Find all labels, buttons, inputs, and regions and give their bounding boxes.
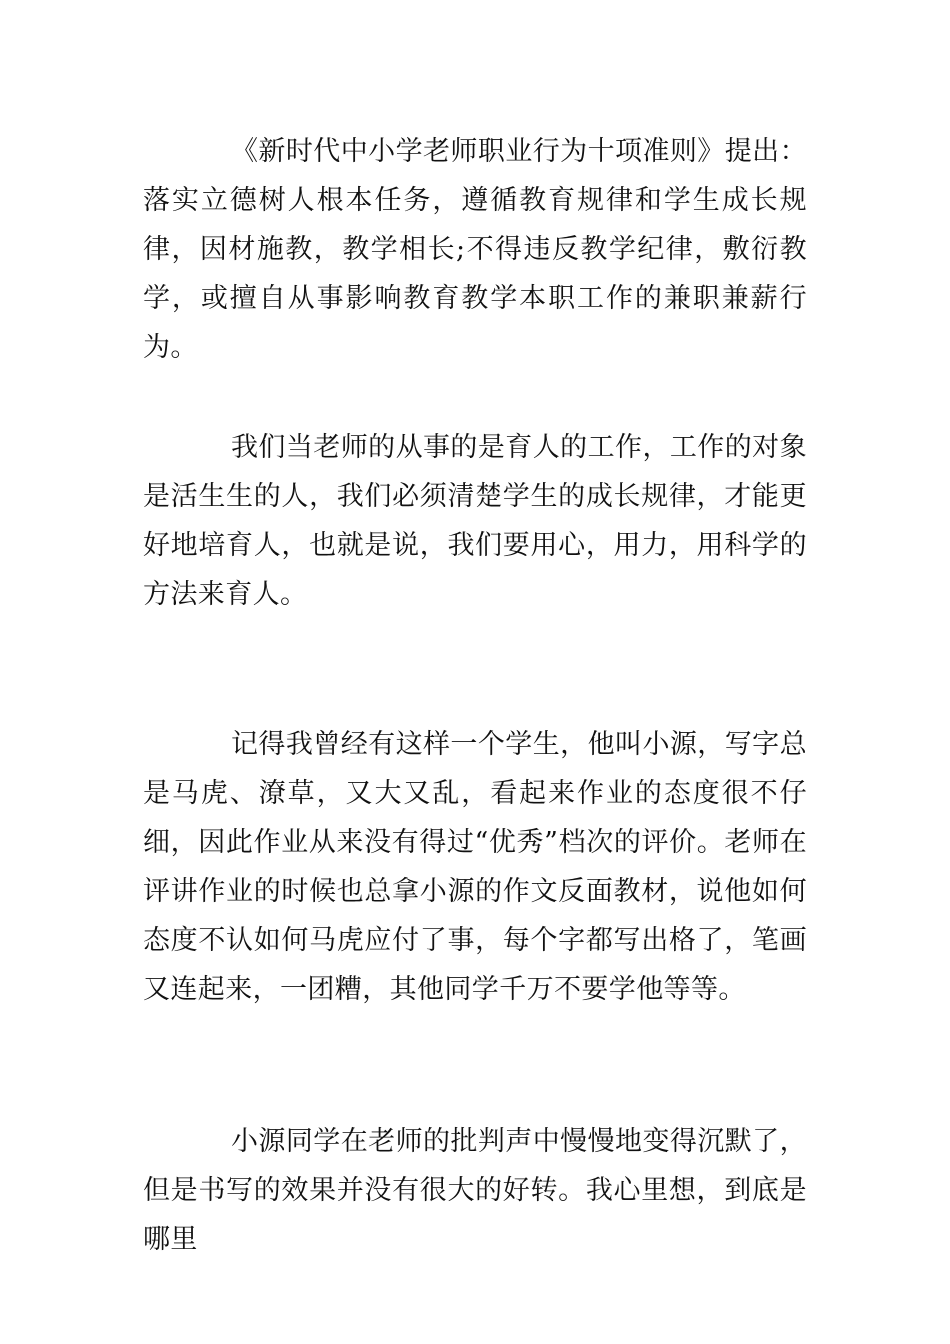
paragraph-silence: 小源同学在老师的批判声中慢慢地变得沉默了，但是书写的效果并没有很大的好转。我心里想，到底是哪里 (143, 1126, 807, 1255)
paragraph-code-of-conduct: 《新时代中小学老师职业行为十项准则》提出：落实立德树人根本任务，遵循教育规律和学生成长规律，因材施教，教学相长;不得违反教学纪律，敷衍教学，或擅自从事影响教育教学本职工作的兼职兼薪行为。 (143, 136, 807, 363)
paragraph-educating-people: 我们当老师的从事的是育人的工作，工作的对象是活生生的人，我们必须清楚学生的成长规律，才能更好地培育人，也就是说，我们要用心，用力，用科学的方法来育人。 (143, 432, 807, 610)
paragraph-student-xiaoyuan: 记得我曾经有这样一个学生，他叫小源，写字总是马虎、潦草，又大又乱，看起来作业的态度很不仔细，因此作业从来没有得过“优秀”档次的评价。老师在评讲作业的时候也总拿小源的作文反面教材，说他如何态度不认如何马虎应付了事，每个字都写出格了，笔画又连起来，一团糟，其他同学千万不要学他等等。 (143, 729, 807, 1005)
